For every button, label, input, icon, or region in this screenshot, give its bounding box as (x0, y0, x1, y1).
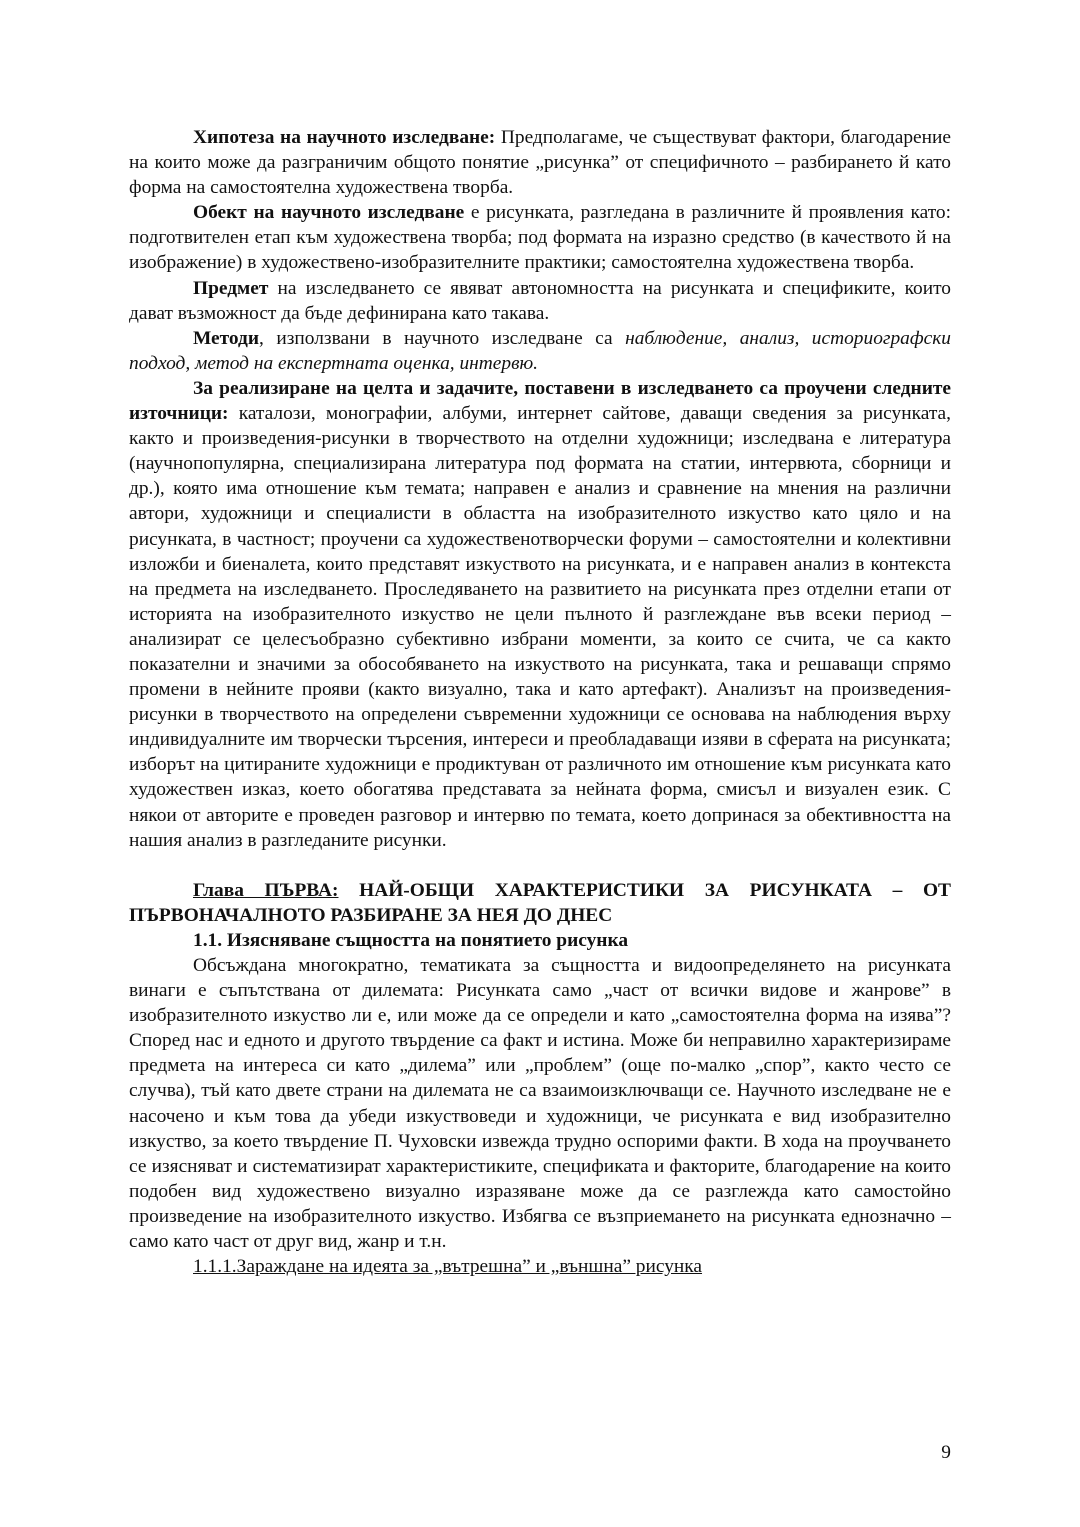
methods-label: Методи (193, 327, 260, 349)
sources-label: За реализиране на целта и задачите, поставени в изследването са проучени следните източници: (129, 377, 951, 425)
section-paragraph: Обсъждана многократно, тематиката за същността и видоопределянето на рисунката винаги е съпътствана от дилемата: Рисунката само „част от всички видове и жанрове” в изобразителното изкуство ли е, или може да се определи и като „самостоятелна форма на изява”? Според нас и едното и другото твърдение са факт и истина. Може би неправилно характеризираме предмета на интереса си като „дилема” или „проблем” (още по-малко „спор”, както често се случва), тъй като двете страни на дилемата не са взаимоизключващи се. Научното изследване не е насочено и към това да убеди изкуствоведи и художници, че рисунката е вид изобразително изкуство, за което твърдение П. Чуховски извежда трудно оспорими факти. В хода на проучването се изясняват и систематизират характеристиките, спецификата и факторите, благодарение на които подобен вид художествено визуално изразяване може да се разглежда като самостойно произведение на изобразителното изкуство. Избягва се възприемането на рисунката еднозначно – само като част от друг вид, жанр и т.н. (129, 955, 951, 1253)
sources-text: каталози, монографии, албуми, интернет сайтове, даващи сведения за рисунката, както и произведения-рисунки в творчеството на отделни художници; изследвана е литература (научнопопулярна, специализирана литература под формата на статии, интервюта, сборници и др.), която има отношение към темата; направен е анализ и сравнение на мнения на различни автори, художници и специалисти в областта на изобразителното изкуство като цяло и на рисунката, в частност; проучени са художественотворчески форуми – самостоятелни и колективни изложби и биеналета, които представят изкуството на рисунката, и е направен анализ в контекста на предмета на изследването. Проследяването на развитието на рисунката през отделни етапи от историята на изобразителното изкуство не цели пълното й разглеждане във всеки период – анализират се целесъобразно субективно избрани моменти, за които се счита, че са както показателни и значими за обособяването на изкуството на рисунката, така и решаващи спрямо промени в нейните прояви (както визуално, така и като артефакт). Анализът на произведения-рисунки в творчеството на определени съвременни художници се основава на наблюдения върху индивидуалните им творчески търсения, интереси и преобладаващи изяви в сферата на рисунката; изборът на цитираните художници е продиктуван от различното им отношение към рисунката като художествен изказ, което обогатява представата за нейната форма, смисъл и визуален език. С някои от авторите е проведен разговор и интервю по темата, което допринася за обективността на нашия анализ в разгледаните рисунки. (129, 403, 951, 851)
sources-paragraph (129, 376, 951, 853)
object-text: е рисунката, разгледана в различните й проявления като: подготвителен етап към художествена творба; под формата на изразно средство (в качеството й на изображение) в художествено-изобразителните практики; самостоятелна художествена творба. (129, 202, 952, 274)
section-heading: 1.1. Изясняване същността на понятието рисунка (193, 929, 629, 951)
subject-text: на изследването се явяват автономността на рисунката и спецификите, които дават възможност да бъде дефинирана като такава. (129, 277, 951, 324)
methods-text: , използвани в научното изследване са (259, 327, 626, 349)
chapter-heading (129, 878, 951, 928)
subsection-heading-line (129, 1254, 951, 1279)
methods-list: наблюдение, анализ, историографски подход, метод на експертната оценка, интервю. (129, 327, 951, 374)
methods-paragraph (129, 326, 951, 376)
hypothesis-label: Хипотеза на научното изследване: (193, 127, 496, 148)
subject-label: Предмет (193, 277, 269, 299)
page-number: 9 (941, 1442, 951, 1463)
chapter-title: НАЙ-ОБЩИ ХАРАКТЕРИСТИКИ ЗА РИСУНКАТА – ОТ ПЪРВОНАЧАЛНОТО РАЗБИРАНЕ ЗА НЕЯ ДО ДНЕС (129, 879, 951, 926)
object-paragraph (129, 200, 951, 275)
object-label: Обект на научното изследване (193, 202, 465, 224)
chapter-label: Глава ПЪРВА: (193, 879, 339, 901)
page-body (129, 125, 951, 1279)
subject-paragraph (129, 276, 951, 326)
subsection-heading: 1.1.1.Зараждане на идеята за „вътрешна” и „външна” рисунка (193, 1256, 703, 1278)
hypothesis-paragraph (129, 125, 951, 200)
hypothesis-text: Предполагаме, че съществуват фактори, благодарение на които може да разграничим общото понятие „рисунка” от специфичното – разбирането й като форма на самостоятелна художествена творба. (129, 127, 951, 199)
